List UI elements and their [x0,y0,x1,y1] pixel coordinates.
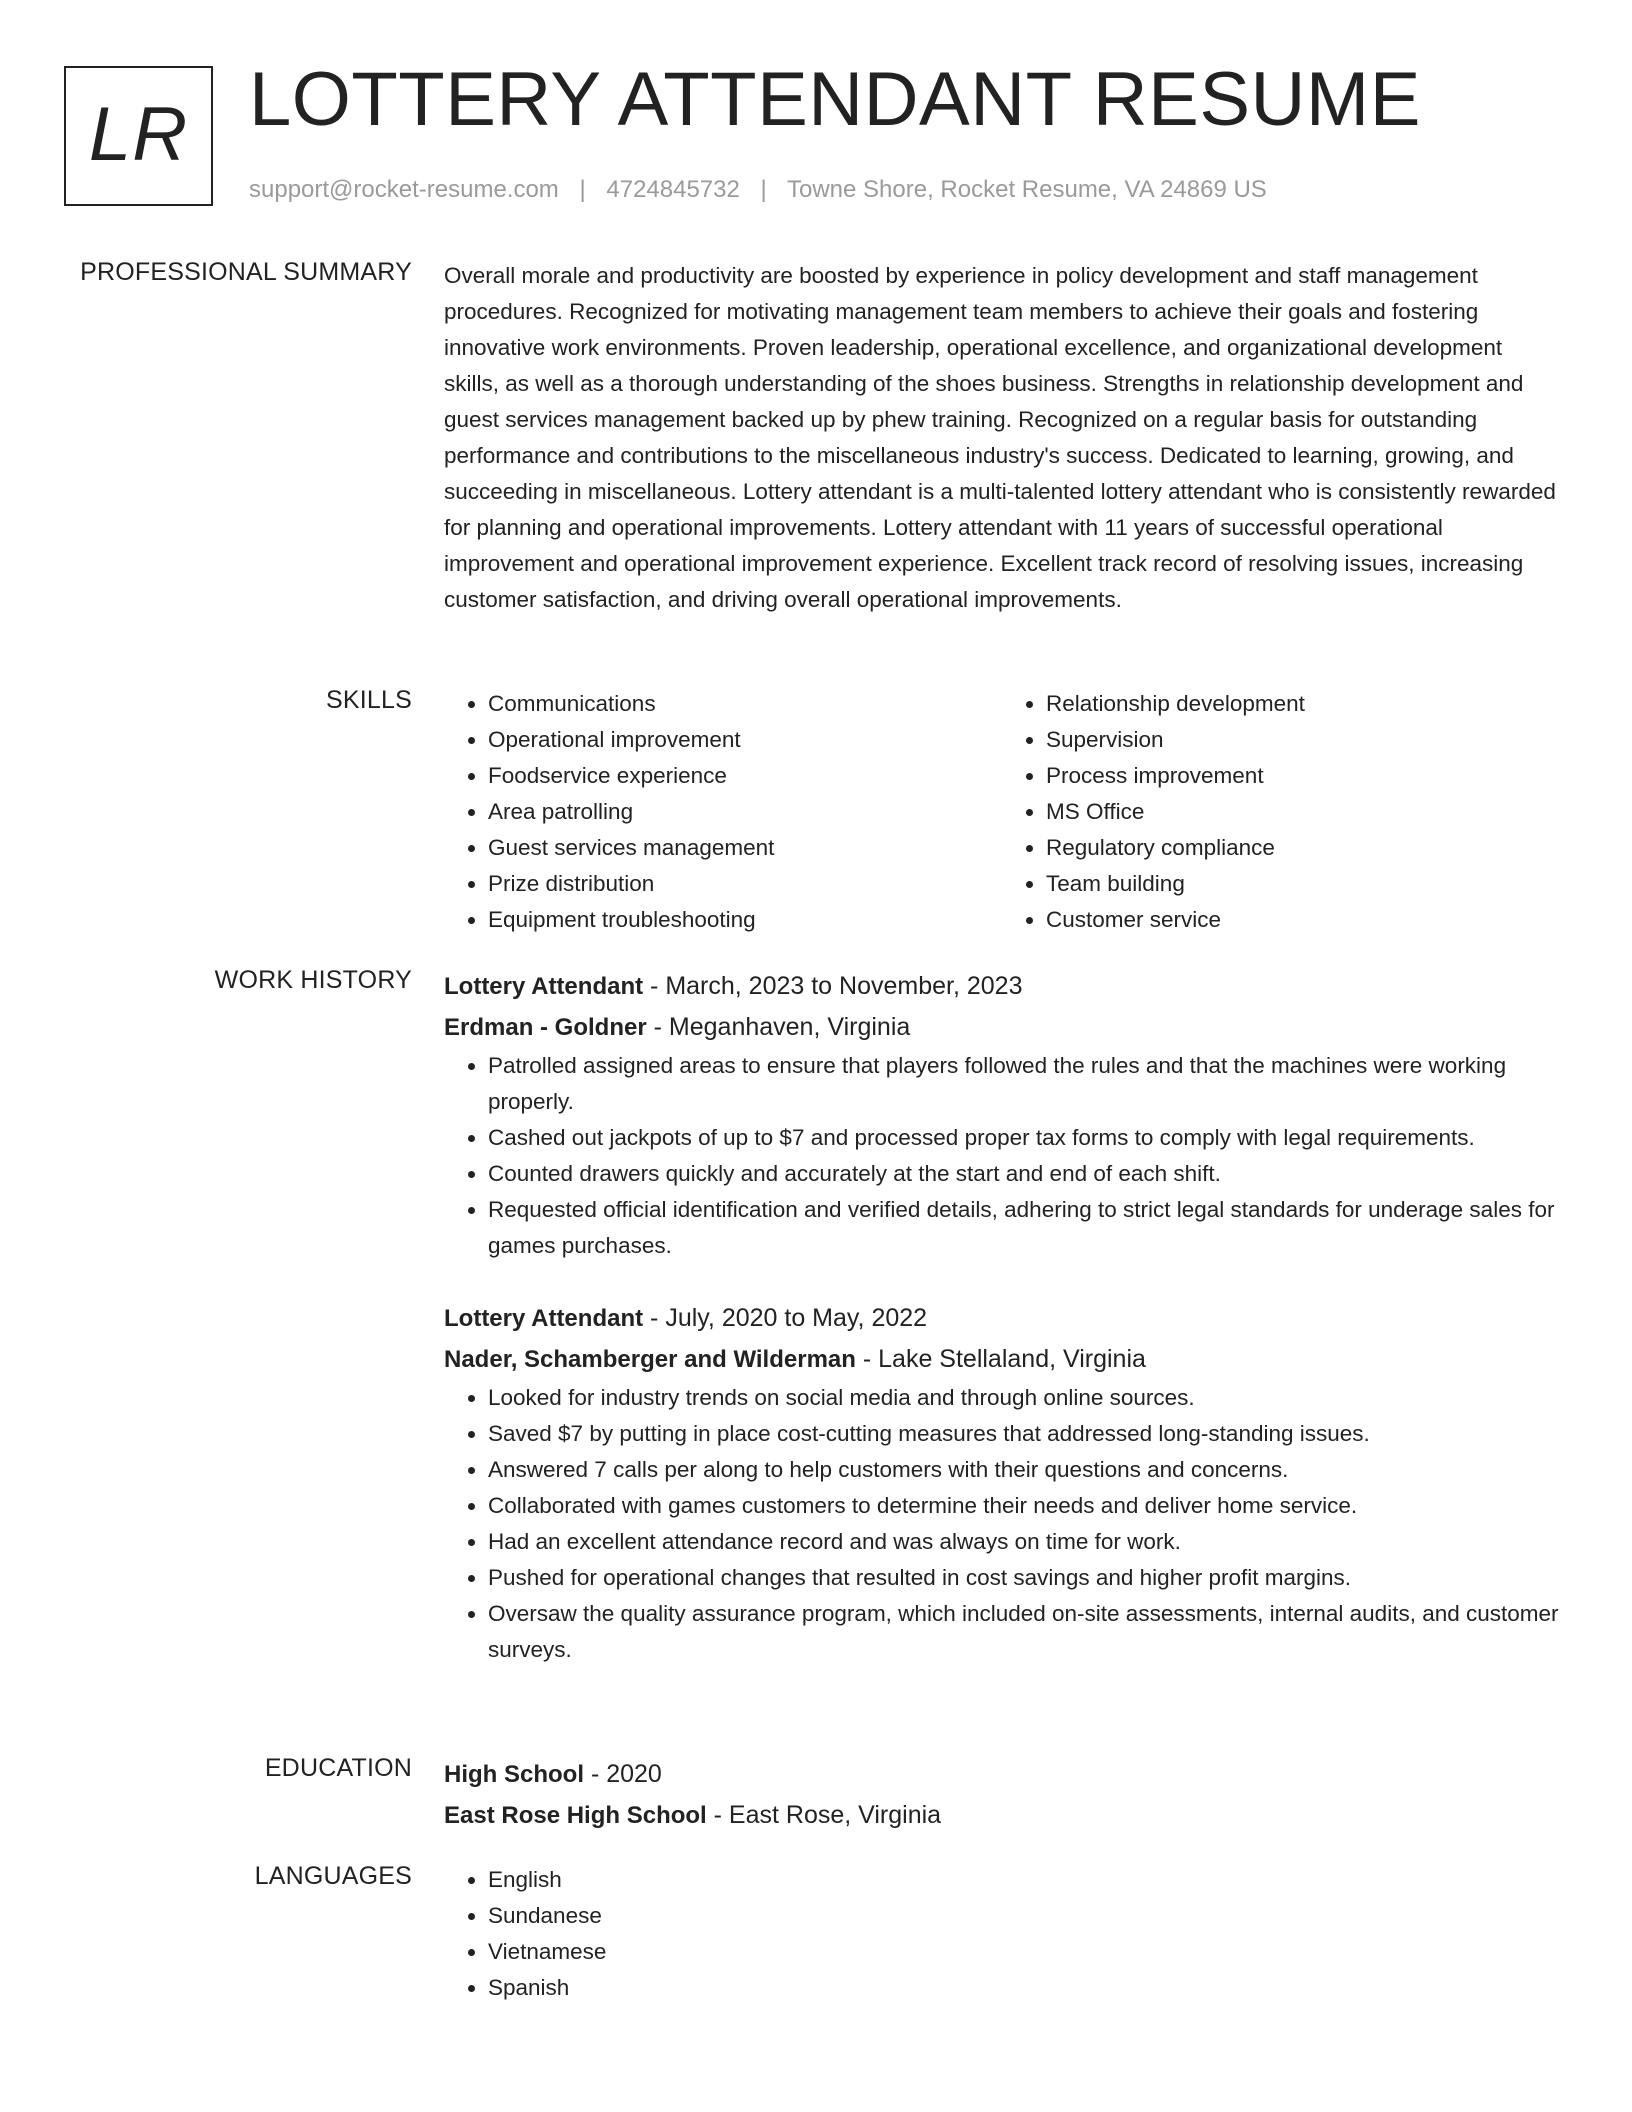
language-item: • Sundanese [488,1898,1560,1934]
skill-item: • Team building [1046,866,1560,902]
job-entry [444,1298,1560,1668]
education-label: EDUCATION [264,1754,412,1782]
skill-item: • Area patrolling [488,794,1002,830]
monogram-logo [64,66,213,206]
contact-email: support@rocket-resume.com [249,176,559,203]
language-item: • English [488,1862,1560,1898]
job-bullet: • Patrolled assigned areas to ensure that players followed the rules and that the machines were working properly. [488,1048,1560,1120]
skill-item: • Regulatory compliance [1046,830,1560,866]
monogram-text: LR [88,91,189,177]
job-company: Nader, Schamberger and Wilderman [444,1346,856,1373]
contact-address: Towne Shore, Rocket Resume, VA 24869 US [787,176,1267,203]
job-bullet: • Cashed out jackpots of up to $7 and processed proper tax forms to comply with legal requirements. [488,1120,1560,1156]
contact-separator: | [760,176,767,203]
job-title: Lottery Attendant [444,973,644,1000]
skill-item: • Prize distribution [488,866,1002,902]
education-location: - East Rose, Virginia [706,1801,942,1829]
contact-phone: 4724845732 [606,176,740,203]
work-history-label: WORK HISTORY [214,966,412,994]
job-bullet: • Pushed for operational changes that resulted in cost savings and higher profit margins. [488,1560,1560,1596]
education-degree: High School [444,1761,584,1788]
education-school-line [444,1795,1560,1836]
skill-item: • Guest services management [488,830,1002,866]
job-location: - Meganhaven, Virginia [646,1013,911,1041]
skills-list-right [1002,686,1560,938]
job-bullets [444,1380,1560,1668]
education-school: East Rose High School [444,1802,707,1829]
job-entry [444,966,1560,1264]
job-title-line [444,966,1560,1007]
job-bullet: • Collaborated with games customers to determine their needs and deliver home service. [488,1488,1560,1524]
skill-item: • Foodservice experience [488,758,1002,794]
job-company-line [444,1339,1560,1380]
skill-item: • Customer service [1046,902,1560,938]
job-bullet: • Answered 7 calls per along to help customers with their questions and concerns. [488,1452,1560,1488]
education-year: - 2020 [584,1760,662,1788]
languages-label: LANGUAGES [254,1862,412,1890]
job-bullet: • Saved $7 by putting in place cost-cutting measures that addressed long-standing issues. [488,1416,1560,1452]
job-bullet: • Looked for industry trends on social media and through online sources. [488,1380,1560,1416]
skill-item: • Relationship development [1046,686,1560,722]
skill-item: • Process improvement [1046,758,1560,794]
language-item: • Vietnamese [488,1934,1560,1970]
skill-item: • Operational improvement [488,722,1002,758]
job-company: Erdman - Goldner [444,1014,647,1041]
language-item: • Spanish [488,1970,1560,2006]
job-title: Lottery Attendant [444,1305,644,1332]
skill-item: • MS Office [1046,794,1560,830]
contact-separator: | [579,176,586,203]
job-dates: - March, 2023 to November, 2023 [643,972,1023,1000]
summary-label: PROFESSIONAL SUMMARY [80,258,412,286]
job-bullet: • Oversaw the quality assurance program, which included on-site assessments, internal audits, and customer surveys. [488,1596,1560,1668]
resume-title: LOTTERY ATTENDANT RESUME [249,57,1421,142]
job-bullet: • Requested official identification and verified details, adhering to strict legal standards for underage sales for games purchases. [488,1192,1560,1264]
skills-label: SKILLS [326,686,412,714]
job-location: - Lake Stellaland, Virginia [855,1345,1146,1373]
job-dates: - July, 2020 to May, 2022 [643,1304,928,1332]
job-company-line [444,1007,1560,1048]
skill-item: • Equipment troubleshooting [488,902,1002,938]
skills-list-left [444,686,1002,938]
summary-text: Overall morale and productivity are boosted by experience in policy development and staff management procedures. Recognized for motivating management team members to achieve their goals and fostering innovative work environments. Proven leadership, operational excellence, and organizational development skills, as well as a thorough understanding of the shoes business. Strengths in relationship development and guest services management backed up by phew training. Recognized on a regular basis for outstanding performance and contributions to the miscellaneous industry's success. Dedicated to learning, growing, and succeeding in miscellaneous. Lottery attendant is a multi-talented lottery attendant who is consistently rewarded for planning and operational improvements. Lottery attendant with 11 years of successful operational improvement and operational improvement experience. Excellent track record of resolving issues, increasing customer satisfaction, and driving overall operational improvements. [444,263,1556,612]
contact-line [249,176,1267,204]
languages-list [444,1862,1560,2006]
job-bullet: • Counted drawers quickly and accurately at the start and end of each shift. [488,1156,1560,1192]
skill-item: • Communications [488,686,1002,722]
education-degree-line [444,1754,1560,1795]
job-title-line [444,1298,1560,1339]
job-bullets [444,1048,1560,1264]
skill-item: • Supervision [1046,722,1560,758]
job-bullet: • Had an excellent attendance record and was always on time for work. [488,1524,1560,1560]
